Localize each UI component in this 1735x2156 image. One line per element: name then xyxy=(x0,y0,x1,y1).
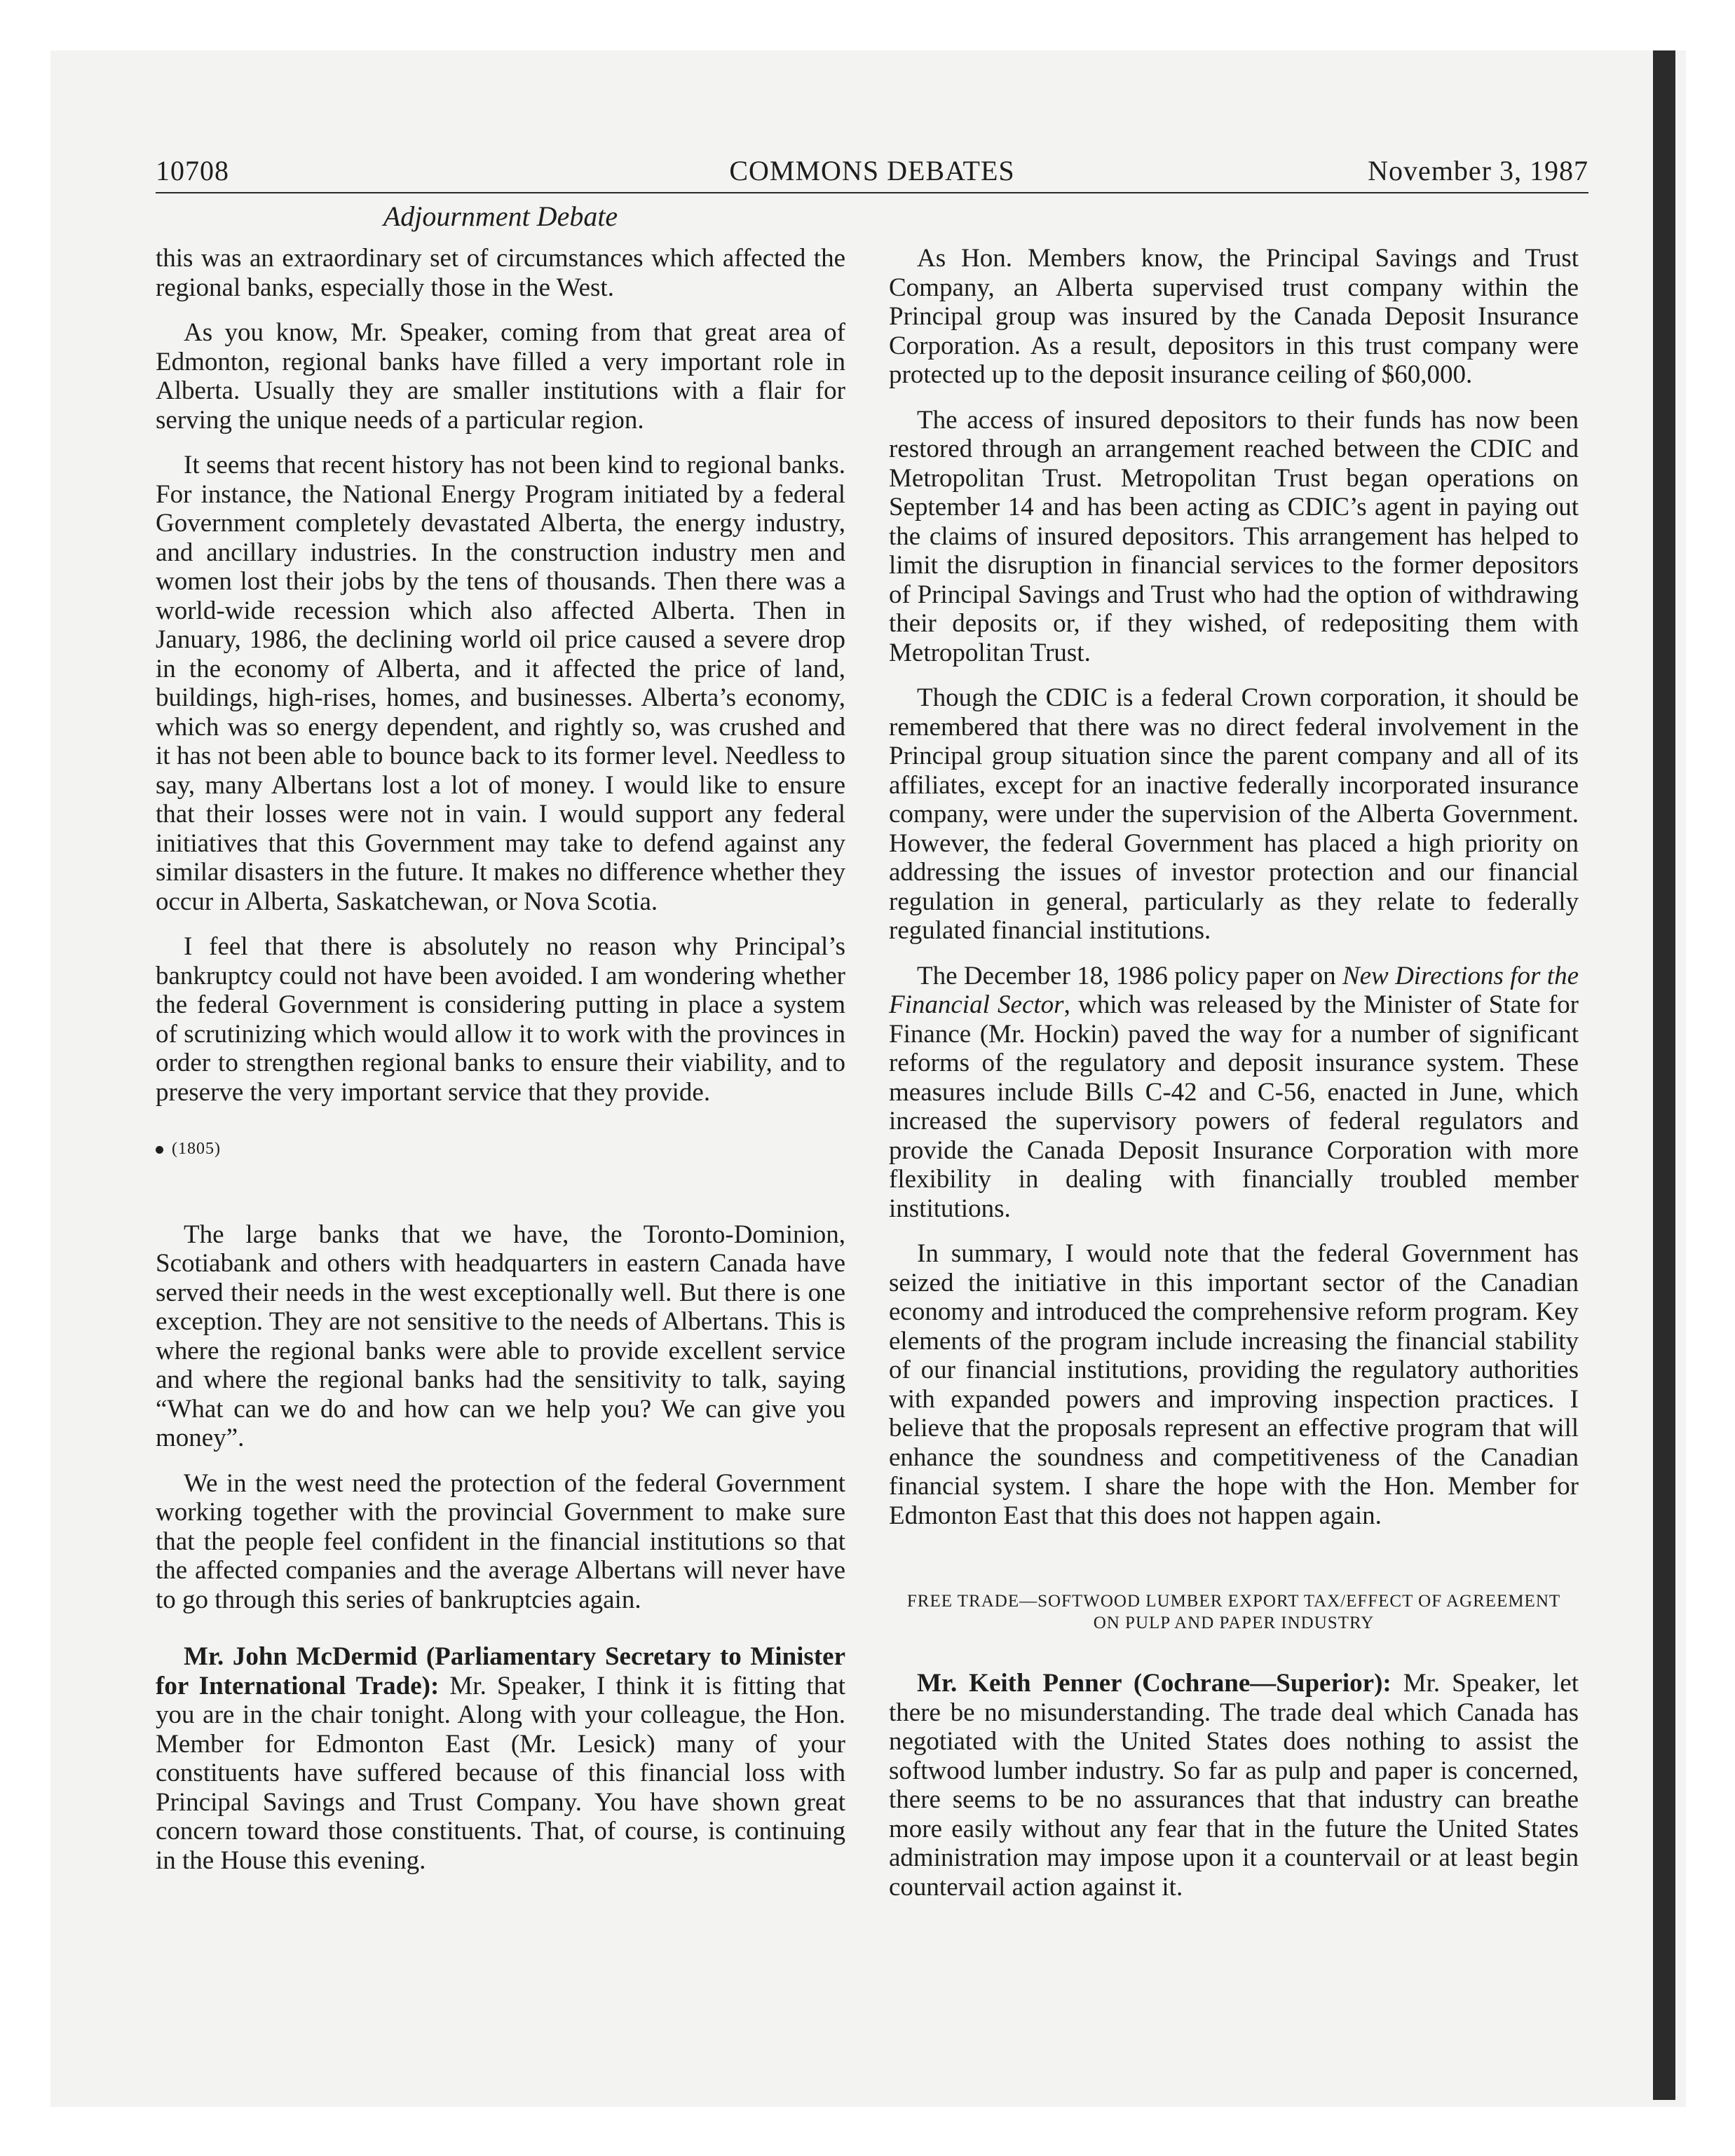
speaker-name: Mr. John McDermid (Parliamentary Secretary to Minister for International Trade): xyxy=(156,1642,845,1700)
scan-edge-shadow xyxy=(1653,50,1675,2100)
time-marker xyxy=(156,1135,845,1164)
paragraph: As Hon. Members know, the Principal Savings and Trust Company, an Alberta supervised trust company within the Principal group was insured by the Canada Deposit Insurance Corporation. As a result, depositors in this trust company were protected up to the deposit insurance ceiling of $60,000. xyxy=(889,244,1579,389)
publication-title: New Directions for the Financial Sector xyxy=(889,961,1579,1019)
paragraph: The large banks that we have, the Toronto-Dominion, Scotiabank and others with headquarters in eastern Canada have served their needs in the west exceptionally well. But there is one exception. They are not sensitive to the needs of Albertans. This is where the regional banks were able to provide excellent service and where the regional banks had the sensitivity to talk, saying “What can we do and how can we help you? We can give you money”. xyxy=(156,1220,845,1452)
left-column xyxy=(156,244,845,1891)
paragraph: I feel that there is absolutely no reason why Principal’s bankruptcy could not have been avoided. I am wondering whether the federal Government is considering putting in place a system of scrutinizing which would allow it to work with the provinces in order to strengthen regional banks to ensure their viability, and to preserve the very important service that they provide. xyxy=(156,932,845,1107)
paragraph: We in the west need the protection of the federal Government working together with the provincial Government to make sure that the people feel confident in the financial institutions so that the affected companies and the average Albertans will never have to go through this series of bankruptcies again. xyxy=(156,1468,845,1614)
issue-date: November 3, 1987 xyxy=(1368,155,1588,186)
journal-title: COMMONS DEBATES xyxy=(729,155,1015,186)
section-label: Adjournment Debate xyxy=(383,200,618,232)
subject-heading: FREE TRADE—SOFTWOOD LUMBER EXPORT TAX/EFFECT OF AGREEMENT ON PULP AND PAPER INDUSTRY xyxy=(906,1592,1561,1632)
paragraph: It seems that recent history has not been kind to regional banks. For instance, the National Energy Program initiated by a federal Government completely devastated Alberta, the energy industry, and ancillary industries. In the construction industry men and women lost their jobs by the tens of thousands. Then there was a world-wide recession which also affected Alberta. Then in January, 1986, the declining world oil price caused a severe drop in the economy of Alberta, and it affected the price of land, buildings, high-rises, homes, and businesses. Alberta’s economy, which was so energy dependent, and rightly so, was crushed and it has not been able to bounce back to its former level. Needless to say, many Albertans lost a lot of money. I would like to ensure that their losses were not in vain. I would support any federal initiatives that this Government may take to defend against any similar disasters in the future. It makes no difference whether they occur in Alberta, Saskatchewan, or Nova Scotia. xyxy=(156,451,845,916)
bullet-icon xyxy=(156,1146,163,1154)
running-header xyxy=(156,150,1588,193)
paragraph-text: The December 18, 1986 policy paper on xyxy=(917,961,1342,990)
speech-text: Mr. Speaker, I think it is fitting that you are in the chair tonight. Along with your colleague, the Hon. Member for Edmonton East (Mr. Lesick) many of your constituents have suffered because of this financial loss with Principal Savings and Trust Company. You have shown great concern toward those constituents. That, of course, is continuing in the House this evening. xyxy=(156,1671,846,1875)
speech-text: Mr. Speaker, let there be no misunderstanding. The trade deal which Canada has negotiated with the United States does nothing to assist the softwood lumber industry. So far as pulp and paper is concerned, there seems to be no assurances that that industry can breathe more easily without any fear that in the future the United States administration may impose upon it a countervail or at least begin countervail action against it. xyxy=(889,1669,1579,1902)
speech-paragraph xyxy=(889,1669,1579,1902)
paragraph: As you know, Mr. Speaker, coming from that great area of Edmonton, regional banks have filled a very important role in Alberta. Usually they are smaller institutions with a flair for serving the unique needs of a particular region. xyxy=(156,318,845,435)
speech-paragraph xyxy=(156,1642,845,1875)
paragraph: Though the CDIC is a federal Crown corporation, it should be remembered that there was no direct federal involvement in the Principal group situation since the parent company and all of its affiliates, except for an inactive federally incorporated insurance company, were under the supervision of the Alberta Government. However, the federal Government has placed a high priority on addressing the issues of investor protection and our financial regulation in general, particularly as they relate to federally regulated financial institutions. xyxy=(889,683,1579,945)
paragraph-text: , which was released by the Minister of State for Finance (Mr. Hockin) paved the way for a number of significant reforms of the regulatory and deposit insurance system. These measures include Bills C-42 and C-56, enacted in June, which increased the supervisory powers of federal regulators and provide the Canada Deposit Insurance Corporation with more flexibility in dealing with financially troubled member institutions. xyxy=(889,990,1579,1223)
page-number: 10708 xyxy=(156,155,229,186)
paragraph xyxy=(889,962,1579,1224)
time-marker-label: (1805) xyxy=(172,1140,221,1158)
paragraph: The access of insured depositors to their funds has now been restored through an arrangement reached between the CDIC and Metropolitan Trust. Metropolitan Trust began operations on September 14 and has been acting as CDIC’s agent in paying out the claims of insured depositors. This arrangement has helped to limit the disruption in financial services to the former depositors of Principal Savings and Trust who had the option of withdrawing their deposits or, if they wished, of redepositing them with Metropolitan Trust. xyxy=(889,405,1579,667)
paragraph: this was an extraordinary set of circumstances which affected the regional banks, especially those in the West. xyxy=(156,244,845,302)
paragraph: In summary, I would note that the federal Government has seized the initiative in this important sector of the Canadian economy and introduced the comprehensive reform program. Key elements of the program include increasing the financial stability of our financial institutions, providing the regulatory authorities with expanded powers and improving inspection practices. I believe that the proposals represent an effective program that will enhance the soundness and competitiveness of the Canadian financial system. I share the hope with the Hon. Member for Edmonton East that this does not happen again. xyxy=(889,1239,1579,1530)
speaker-name: Mr. Keith Penner (Cochrane—Superior): xyxy=(917,1669,1392,1698)
right-column xyxy=(889,244,1579,1918)
